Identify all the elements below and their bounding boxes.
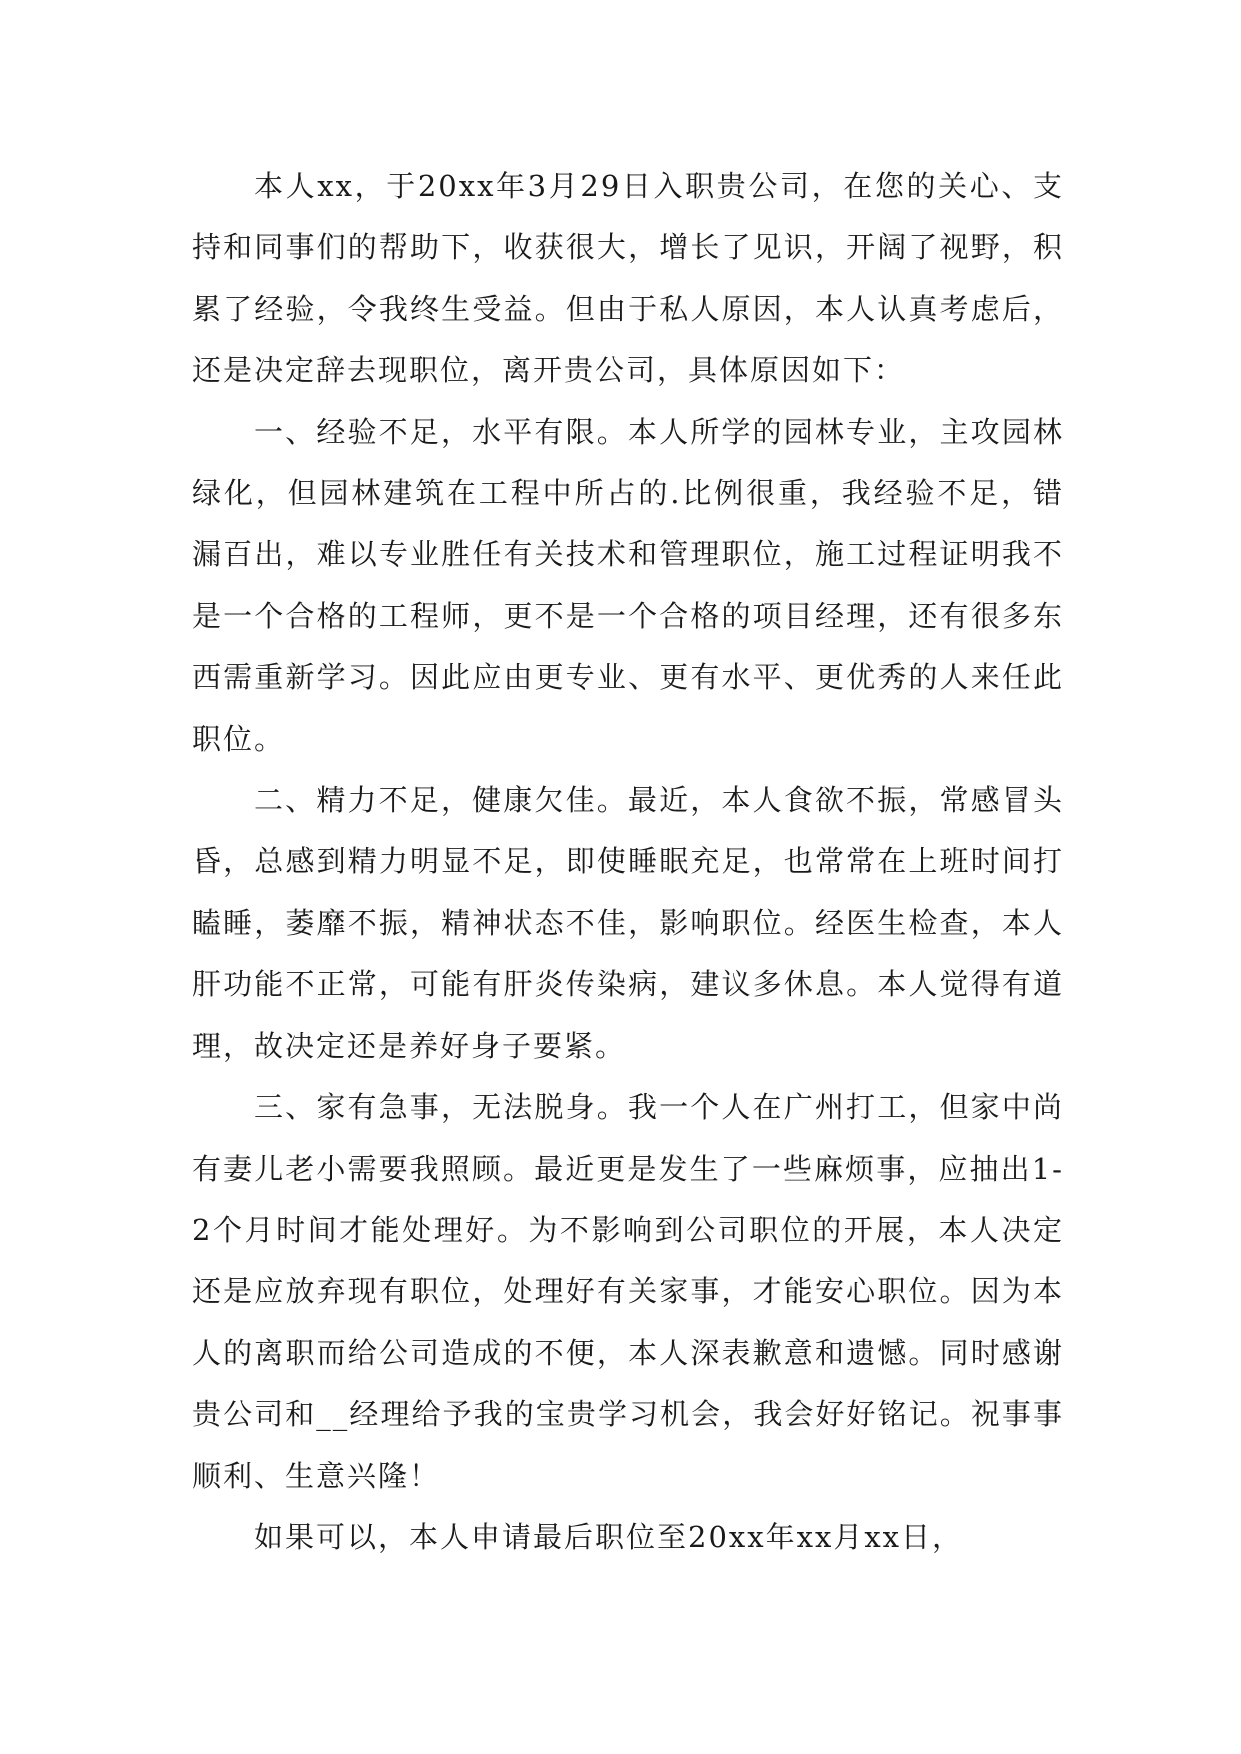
paragraph-reason-two: 二、精力不足，健康欠佳。最近，本人食欲不振，常感冒头昏，总感到精力明显不足，即使睡眠充足，也常常在上班时间打瞌睡，萎靡不振，精神状态不佳，影响职位。经医生检查，本人肝功能不正常，可能有肝炎传染病，建议多休息。本人觉得有道理，故决定还是养好身子要紧。 <box>192 783 1064 1063</box>
paragraph-reason-three: 三、家有急事，无法脱身。我一个人在广州打工，但家中尚有妻儿老小需要我照顾。最近更是发生了一些麻烦事，应抽出1-2个月时间才能处理好。为不影响到公司职位的开展，本人决定还是应放弃现有职位，处理好有关家事，才能安心职位。因为本人的离职而给公司造成的不便，本人深表歉意和遗憾。同时感谢贵公司和__经理给予我的宝贵学习机会，我会好好铭记。祝事事顺利、生意兴隆！ <box>192 1090 1064 1493</box>
paragraph-final-request: 如果可以，本人申请最后职位至20xx年xx月xx日， <box>254 1519 964 1554</box>
paragraph-reason-one: 一、经验不足，水平有限。本人所学的园林专业，主攻园林绿化，但园林建筑在工程中所占的.比例很重，我经验不足，错漏百出，难以专业胜任有关技术和管理职位，施工过程证明我不是一个合格的工程师，更不是一个合格的项目经理，还有很多东西需重新学习。因此应由更专业、更有水平、更优秀的人来任此职位。 <box>192 414 1064 756</box>
paragraph-intro: 本人xx，于20xx年3月29日入职贵公司，在您的关心、支持和同事们的帮助下，收获很大，增长了见识，开阔了视野，积累了经验，令我终生受益。但由于私人原因，本人认真考虑后，还是决定辞去现职位，离开贵公司，具体原因如下： <box>192 169 1064 388</box>
document-body <box>192 156 1064 1568</box>
